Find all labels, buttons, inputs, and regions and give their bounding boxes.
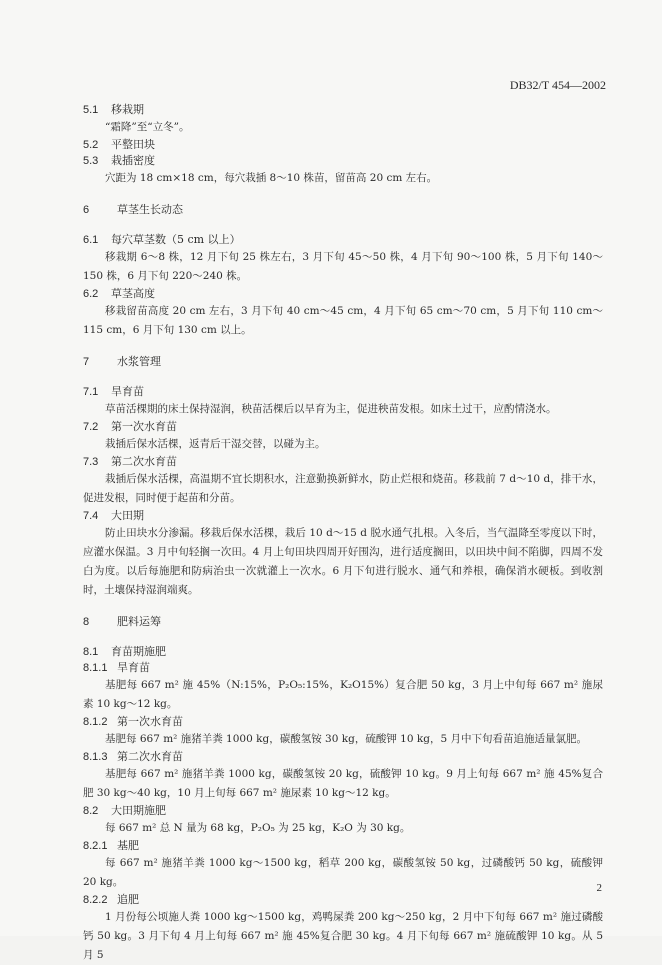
section-title: 旱育苗 bbox=[111, 385, 144, 398]
section-title: 第二次水育苗 bbox=[117, 750, 183, 763]
section-title: 每穴草茎数（5 cm 以上） bbox=[111, 233, 241, 246]
section-title: 旱育苗 bbox=[117, 661, 150, 674]
paragraph: 1 月份每公顷施人粪 1000 kg～1500 kg，鸡鸭屎粪 200 kg～250 kg，2 月中下旬每 667 m² 施过磷酸钙 50 kg。3 月下旬 4 月上旬每 667 m² 施 45%复合肥 30 kg。4 月下旬每 667 m² 施硫酸钾 10 kg。从 5 月 5 bbox=[83, 911, 603, 961]
spacer bbox=[83, 370, 603, 384]
section-title: 水浆管理 bbox=[117, 355, 161, 368]
section-heading bbox=[83, 803, 603, 819]
section-title: 肥料运筹 bbox=[117, 615, 161, 628]
section-title: 移栽期 bbox=[111, 103, 144, 116]
paragraph: 每 667 m² 总 N 量为 68 kg，P₂O₅ 为 25 kg，K₂O 为 30 kg。 bbox=[105, 822, 411, 834]
section-title: 大田期施肥 bbox=[111, 804, 166, 817]
paragraph: 防止田块水分渗漏。移栽后保水活棵，栽后 10 d～15 d 脱水通气扎根。入冬后，当气温降至零度以下时，应灌水保温。3 月中旬轻搁一次田。4 月上旬田块四周开好围沟，进行适度搁田，以田块中间不陷脚，四周不发白为度。以后每施肥和防病治虫一次就灌上一次水。6 月下旬进行脱水、通气和养根，确保消水硬板。到收割时，土壤保持湿润端爽。 bbox=[83, 527, 603, 596]
section-number: 7.1 bbox=[83, 386, 99, 398]
section-heading bbox=[83, 508, 603, 524]
section-title: 第二次水育苗 bbox=[111, 455, 177, 468]
section-number: 6.2 bbox=[83, 288, 99, 300]
section-number: 8.1 bbox=[83, 646, 99, 658]
section-title: 平整田块 bbox=[111, 138, 155, 151]
section-number: 5.3 bbox=[83, 155, 99, 167]
section-title: 基肥 bbox=[117, 839, 139, 852]
paragraph: 栽插后保水活棵，高温期不宜长期积水，注意勤换新鲜水，防止烂根和烧苗。移栽前 7 d～10 d，排干水，促进发根，同时便于起苗和分苗。 bbox=[83, 473, 603, 504]
section-heading bbox=[83, 660, 603, 676]
paragraph: 基肥每 667 m² 施 45%（N:15%，P₂O₅:15%，K₂O15%）复合肥 50 kg，3 月上中旬每 667 m² 施尿素 10 kg～12 kg。 bbox=[83, 679, 603, 710]
document-body bbox=[83, 102, 603, 965]
section-title: 大田期 bbox=[111, 509, 144, 522]
paragraph: 基肥每 667 m² 施猪羊粪 1000 kg，碳酸氢铵 20 kg，硫酸钾 10 kg。9 月上旬每 667 m² 施 45%复合肥 30 kg～40 kg，10 月上旬每 667 m² 施尿素 10 kg～12 kg。 bbox=[83, 768, 603, 799]
section-heading bbox=[83, 286, 603, 302]
section-heading bbox=[83, 354, 603, 370]
spacer bbox=[83, 340, 603, 354]
section-title: 育苗期施肥 bbox=[111, 645, 166, 658]
section-heading bbox=[83, 102, 603, 118]
section-number: 8.1.3 bbox=[83, 751, 108, 763]
paragraph: 移栽留苗高度 20 cm 左右，3 月下旬 40 cm～45 cm，4 月下旬 65 cm～70 cm，5 月下旬 110 cm～115 cm，6 月下旬 130 cm 以上。 bbox=[83, 305, 603, 336]
section-heading bbox=[83, 892, 603, 908]
section-title: 追肥 bbox=[117, 893, 139, 906]
section-number: 6.1 bbox=[83, 234, 99, 246]
section-title: 第一次水育苗 bbox=[111, 420, 177, 433]
section-number: 6 bbox=[83, 204, 90, 216]
section-heading bbox=[83, 137, 603, 153]
section-heading bbox=[83, 644, 603, 660]
section-heading bbox=[83, 153, 603, 169]
spacer bbox=[83, 188, 603, 202]
paragraph: 草苗活棵期的床土保持湿润，秧苗活棵后以旱育为主，促进秧苗发根。如床土过干，应酌情浇水。 bbox=[105, 403, 557, 415]
section-number: 7.3 bbox=[83, 456, 99, 468]
section-heading bbox=[83, 384, 603, 400]
section-number: 7.4 bbox=[83, 510, 99, 522]
section-heading bbox=[83, 614, 603, 630]
page-number: 2 bbox=[596, 882, 602, 894]
paragraph: 每 667 m² 施猪羊粪 1000 kg～1500 kg，稻草 200 kg，碳酸氢铵 50 kg，过磷酸钙 50 kg，硫酸钾 20 kg。 bbox=[83, 857, 603, 888]
section-number: 7 bbox=[83, 356, 90, 368]
section-heading bbox=[83, 419, 603, 435]
paragraph: 穴距为 18 cm×18 cm，每穴栽插 8～10 株苗，留苗高 20 cm 左右。 bbox=[105, 172, 438, 184]
section-number: 5.1 bbox=[83, 104, 99, 116]
section-number: 8.1.1 bbox=[83, 662, 108, 674]
spacer bbox=[83, 218, 603, 232]
section-title: 草茎高度 bbox=[111, 287, 155, 300]
section-title: 草茎生长动态 bbox=[117, 203, 183, 216]
section-heading bbox=[83, 454, 603, 470]
paragraph: 移栽期 6～8 株，12 月下旬 25 株左右，3 月下旬 45～50 株，4 月下旬 90～100 株，5 月下旬 140～150 株，6 月下旬 220～240 株。 bbox=[83, 251, 603, 282]
section-number: 8.2 bbox=[83, 805, 99, 817]
section-heading bbox=[83, 232, 603, 248]
spacer bbox=[83, 630, 603, 644]
paragraph: “霜降”至“立冬”。 bbox=[105, 121, 190, 133]
section-number: 8.2.2 bbox=[83, 894, 108, 906]
section-heading bbox=[83, 202, 603, 218]
standard-code: DB32/T 454—2002 bbox=[509, 78, 606, 92]
section-title: 第一次水育苗 bbox=[117, 715, 183, 728]
section-number: 7.2 bbox=[83, 421, 99, 433]
section-heading bbox=[83, 714, 603, 730]
section-number: 8.2.1 bbox=[83, 840, 108, 852]
spacer bbox=[83, 600, 603, 614]
section-number: 8 bbox=[83, 616, 90, 628]
paragraph: 栽插后保水活棵，返青后干湿交替，以碰为主。 bbox=[105, 438, 326, 450]
section-number: 8.1.2 bbox=[83, 716, 108, 728]
paragraph: 基肥每 667 m² 施猪羊粪 1000 kg，碳酸氢铵 30 kg，硫酸钾 10 kg，5 月中下旬看苗追施适量氯肥。 bbox=[105, 733, 587, 745]
section-heading bbox=[83, 749, 603, 765]
section-heading bbox=[83, 838, 603, 854]
section-title: 栽插密度 bbox=[111, 154, 155, 167]
section-number: 5.2 bbox=[83, 139, 99, 151]
